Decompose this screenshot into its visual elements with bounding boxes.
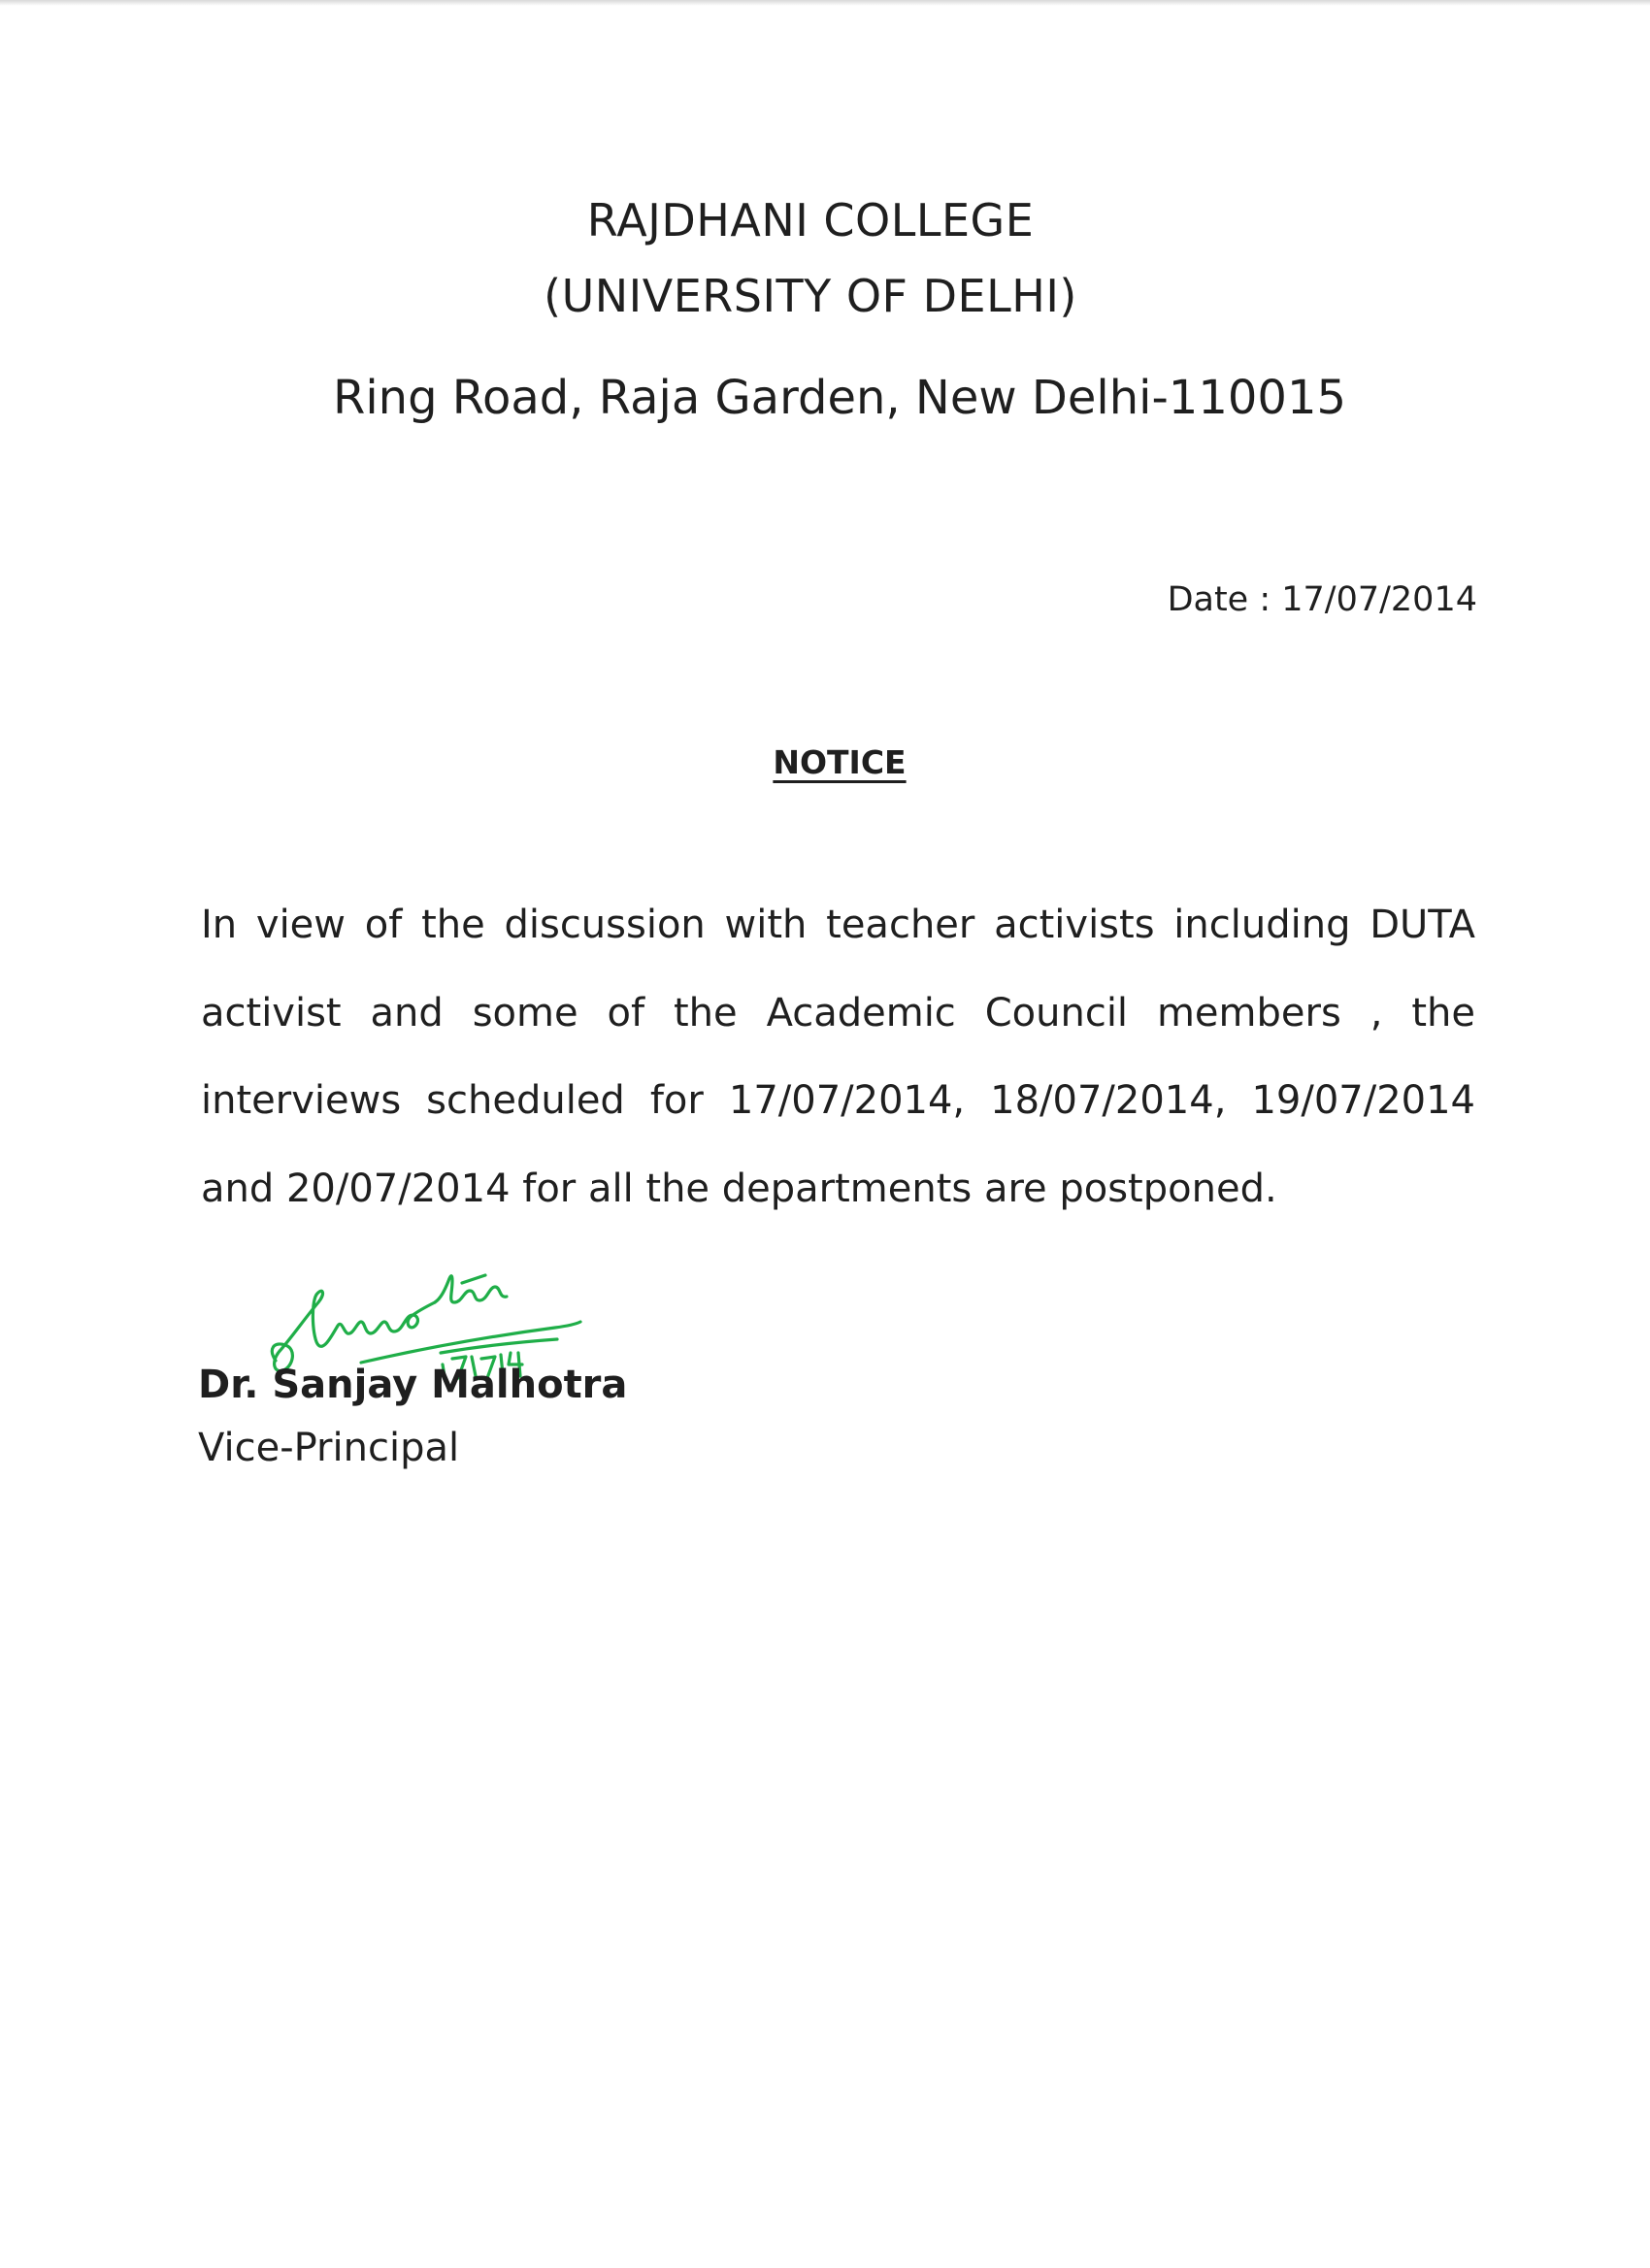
college-address: Ring Road, Raja Garden, New Delhi-110015: [332, 371, 1347, 425]
college-name: RAJDHANI COLLEGE: [586, 194, 1035, 247]
notice-body-line: and 20/07/2014 for all the departments are postponed.: [201, 1167, 1277, 1211]
signatory-name: Dr. Sanjay Malhotra: [198, 1363, 628, 1407]
university-name: (UNIVERSITY OF DELHI): [544, 270, 1077, 322]
notice-heading: NOTICE: [773, 743, 907, 781]
notice-body-line: activist and some of the Academic Council members , the: [201, 991, 1475, 1035]
signatory-title: Vice-Principal: [198, 1426, 460, 1470]
notice-body-line: In view of the discussion with teacher activists including DUTA: [201, 903, 1475, 947]
notice-date: Date : 17/07/2014: [1167, 580, 1477, 619]
notice-body-line: interviews scheduled for 17/07/2014, 18/07/2014, 19/07/2014: [201, 1078, 1475, 1123]
scan-top-edge: [0, 0, 1650, 6]
